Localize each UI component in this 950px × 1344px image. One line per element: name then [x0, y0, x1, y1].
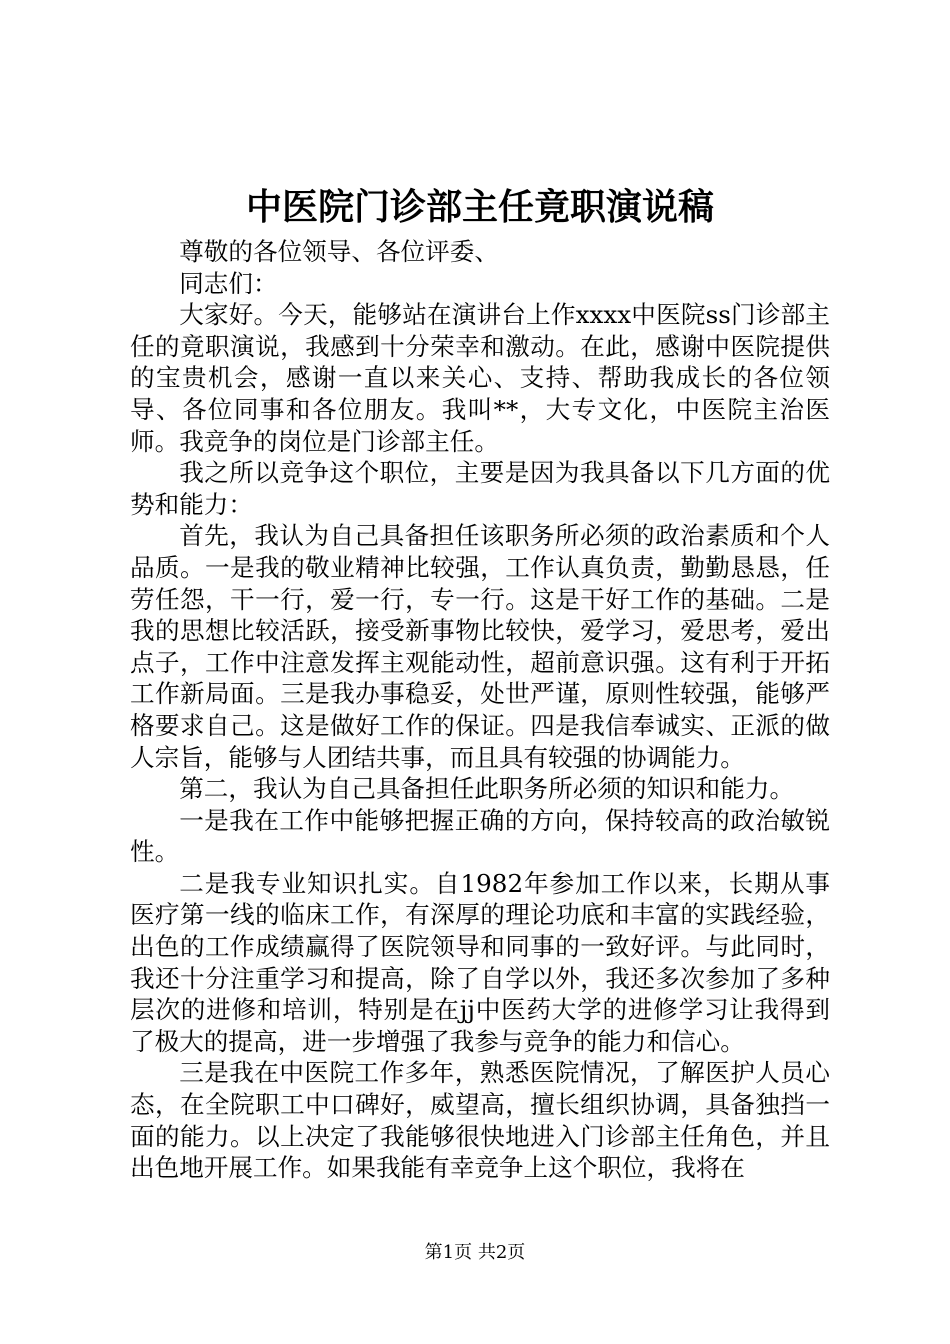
paragraph-point-one: 一是我在工作中能够把握正确的方向，保持较高的政治敏锐性。: [130, 805, 830, 867]
paragraph-first: 首先，我认为自己具备担任该职务所必须的政治素质和个人品质。一是我的敬业精神比较强，工作认真负责，勤勤恳恳，任劳任怨，干一行，爱一行，专一行。这是干好工作的基础。二是我的思想比较活跃，接受新事物比较快，爱学习，爱思考，爱出点子，工作中注意发挥主观能动性，超前意识强。这有利于开拓工作新局面。三是我办事稳妥，处世严谨，原则性较强，能够严格要求自己。这是做好工作的保证。四是我信奉诚实、正派的做人宗旨，能够与人团结共事，而且具有较强的协调能力。: [130, 521, 830, 772]
paragraph-reason: 我之所以竞争这个职位，主要是因为我具备以下几方面的优势和能力：: [130, 458, 830, 519]
paragraph-intro: 大家好。今天，能够站在演讲台上作xxxx中医院ss门诊部主任的竟职演说，我感到十分荣幸和激动。在此，感谢中医院提供的宝贵机会，感谢一直以来关心、支持、帮助我成长的各位领导、各位同事和各位朋友。我叫**，大专文化，中医院主治医师。我竞争的岗位是门诊部主任。: [130, 300, 830, 456]
paragraph-point-two: 二是我专业知识扎实。自1982年参加工作以来，长期从事医疗第一线的临床工作，有深厚的理论功底和丰富的实践经验，出色的工作成绩赢得了医院领导和同事的一致好评。与此同时，我还十分注重学习和提高，除了自学以外，我还多次参加了多种层次的进修和培训，特别是在jj中医药大学的进修学习让我得到了极大的提高，进一步增强了我参与竞争的能力和信心。: [130, 868, 830, 1056]
document-title: 中医院门诊部主任竟职演说稿: [245, 186, 714, 228]
paragraph-point-three: 三是我在中医院工作多年，熟悉医院情况，了解医护人员心态，在全院职工中口碑好，威望高，擅长组织协调，具备独挡一面的能力。以上决定了我能够很快地进入门诊部主任角色，并且出色地开展工作。如果我能有幸竞争上这个职位，我将在: [130, 1058, 830, 1183]
document-body: [130, 182, 830, 1184]
page-footer: 第1页 共2页: [424, 1242, 526, 1263]
salutation-line-1: 尊敬的各位领导、各位评委、: [179, 237, 499, 266]
paragraph-second: 第二，我认为自己具备担任此职务所必须的知识和能力。: [179, 774, 795, 804]
salutation-line-2: 同志们：: [179, 268, 278, 298]
